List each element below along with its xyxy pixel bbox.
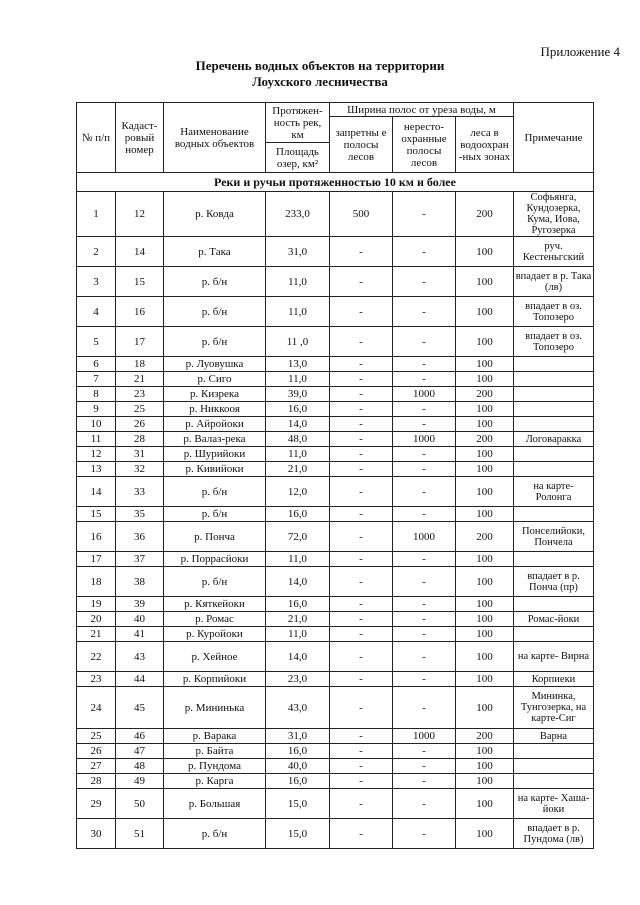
table-body [77, 173, 594, 849]
length: 31,0 [266, 729, 330, 744]
row-note: на карте- Хаша-йоки [514, 789, 594, 819]
width-protected: - [330, 432, 393, 447]
row-number: 25 [77, 729, 116, 744]
width-protected: - [330, 744, 393, 759]
cadastral-number: 43 [116, 642, 164, 672]
cadastral-number: 50 [116, 789, 164, 819]
section-title: Реки и ручьи протяженностью 10 км и более [77, 173, 594, 192]
width-protected: 500 [330, 192, 393, 237]
header-num: № п/п [77, 103, 116, 173]
header-area: Площадь озер, км² [266, 143, 330, 173]
width-spawning: 1000 [393, 729, 456, 744]
table-row [77, 567, 594, 597]
object-name: р. б/н [164, 477, 266, 507]
object-name: р. б/н [164, 819, 266, 849]
width-protected: - [330, 387, 393, 402]
object-name: р. Луовушка [164, 357, 266, 372]
width-protected: - [330, 774, 393, 789]
row-number: 17 [77, 552, 116, 567]
object-name: р. Поррасйоки [164, 552, 266, 567]
header-w3: леса в водоохран -ных зонах [456, 117, 514, 173]
row-number: 24 [77, 687, 116, 729]
width-water-zone: 100 [456, 372, 514, 387]
width-water-zone: 100 [456, 477, 514, 507]
width-spawning: - [393, 507, 456, 522]
width-spawning: - [393, 462, 456, 477]
table-row [77, 357, 594, 372]
table-row [77, 627, 594, 642]
row-note [514, 462, 594, 477]
object-name: р. б/н [164, 297, 266, 327]
row-note: впадает в оз. Топозеро [514, 327, 594, 357]
row-note [514, 759, 594, 774]
row-number: 6 [77, 357, 116, 372]
width-water-zone: 100 [456, 789, 514, 819]
width-protected: - [330, 417, 393, 432]
object-name: р. Ковда [164, 192, 266, 237]
width-water-zone: 100 [456, 672, 514, 687]
cadastral-number: 21 [116, 372, 164, 387]
width-spawning: - [393, 552, 456, 567]
width-spawning: 1000 [393, 522, 456, 552]
length: 14,0 [266, 417, 330, 432]
header-width: Ширина полос от уреза воды, м [330, 103, 514, 117]
length: 21,0 [266, 612, 330, 627]
table-row [77, 372, 594, 387]
width-water-zone: 100 [456, 819, 514, 849]
cadastral-number: 28 [116, 432, 164, 447]
width-water-zone: 100 [456, 417, 514, 432]
cadastral-number: 39 [116, 597, 164, 612]
width-protected: - [330, 327, 393, 357]
length: 16,0 [266, 774, 330, 789]
table-row [77, 744, 594, 759]
length: 11,0 [266, 267, 330, 297]
row-note [514, 744, 594, 759]
object-name: р. Байта [164, 744, 266, 759]
width-spawning: 1000 [393, 432, 456, 447]
object-name: р. Пундома [164, 759, 266, 774]
table-row [77, 759, 594, 774]
table-row [77, 522, 594, 552]
width-protected: - [330, 267, 393, 297]
width-spawning: - [393, 192, 456, 237]
width-water-zone: 100 [456, 627, 514, 642]
object-name: р. Понча [164, 522, 266, 552]
width-spawning: - [393, 357, 456, 372]
width-spawning: - [393, 642, 456, 672]
row-number: 29 [77, 789, 116, 819]
length: 11,0 [266, 372, 330, 387]
row-note: Корпиеки [514, 672, 594, 687]
width-water-zone: 200 [456, 387, 514, 402]
length: 11 ,0 [266, 327, 330, 357]
width-protected: - [330, 597, 393, 612]
row-note: на карте- Вирна [514, 642, 594, 672]
object-name: р. б/н [164, 327, 266, 357]
row-number: 27 [77, 759, 116, 774]
length: 15,0 [266, 789, 330, 819]
cadastral-number: 18 [116, 357, 164, 372]
length: 13,0 [266, 357, 330, 372]
length: 16,0 [266, 744, 330, 759]
object-name: р. б/н [164, 567, 266, 597]
object-name: р. Така [164, 237, 266, 267]
width-spawning: - [393, 372, 456, 387]
section-row [77, 173, 594, 192]
width-water-zone: 100 [456, 237, 514, 267]
cadastral-number: 44 [116, 672, 164, 687]
appendix-label: Приложение 4 [540, 44, 620, 59]
cadastral-number: 37 [116, 552, 164, 567]
length: 16,0 [266, 402, 330, 417]
row-number: 14 [77, 477, 116, 507]
width-protected: - [330, 729, 393, 744]
row-note: Ромас-йоки [514, 612, 594, 627]
length: 15,0 [266, 819, 330, 849]
length: 233,0 [266, 192, 330, 237]
width-spawning: - [393, 819, 456, 849]
object-name: р. Кяткейоки [164, 597, 266, 612]
row-note: на карте- Ролонга [514, 477, 594, 507]
cadastral-number: 38 [116, 567, 164, 597]
width-protected: - [330, 357, 393, 372]
row-note: впадает в р. Пундома (лв) [514, 819, 594, 849]
row-number: 12 [77, 447, 116, 462]
width-spawning: 1000 [393, 387, 456, 402]
width-water-zone: 100 [456, 687, 514, 729]
table-row [77, 687, 594, 729]
length: 16,0 [266, 507, 330, 522]
row-number: 9 [77, 402, 116, 417]
row-note: впадает в оз. Топозеро [514, 297, 594, 327]
width-protected: - [330, 552, 393, 567]
length: 39,0 [266, 387, 330, 402]
table-row [77, 819, 594, 849]
header-note: Примечание [514, 103, 594, 173]
object-name: р. Ромас [164, 612, 266, 627]
width-spawning: - [393, 744, 456, 759]
cadastral-number: 41 [116, 627, 164, 642]
object-name: р. Карга [164, 774, 266, 789]
width-protected: - [330, 567, 393, 597]
header-cadastral: Кадаст-ровый номер [116, 103, 164, 173]
row-number: 26 [77, 744, 116, 759]
width-spawning: - [393, 477, 456, 507]
row-note [514, 387, 594, 402]
table-row [77, 192, 594, 237]
table-row [77, 267, 594, 297]
width-water-zone: 100 [456, 612, 514, 627]
width-protected: - [330, 642, 393, 672]
width-water-zone: 100 [456, 507, 514, 522]
table-row [77, 327, 594, 357]
width-water-zone: 100 [456, 402, 514, 417]
row-number: 19 [77, 597, 116, 612]
row-note: руч. Кестеньгский [514, 237, 594, 267]
row-note: впадает в р. Понча (пр) [514, 567, 594, 597]
width-water-zone: 100 [456, 552, 514, 567]
row-number: 21 [77, 627, 116, 642]
width-water-zone: 100 [456, 774, 514, 789]
title-line-2: Лоухского лесничества [252, 74, 388, 89]
length: 14,0 [266, 567, 330, 597]
width-water-zone: 200 [456, 432, 514, 447]
width-spawning: - [393, 447, 456, 462]
row-note [514, 402, 594, 417]
width-spawning: - [393, 267, 456, 297]
width-protected: - [330, 447, 393, 462]
width-protected: - [330, 687, 393, 729]
table-row [77, 552, 594, 567]
table-row [77, 462, 594, 477]
length: 40,0 [266, 759, 330, 774]
row-note [514, 774, 594, 789]
water-objects-table [76, 102, 594, 849]
width-spawning: - [393, 759, 456, 774]
width-spawning: - [393, 597, 456, 612]
length: 12,0 [266, 477, 330, 507]
row-note [514, 417, 594, 432]
width-spawning: - [393, 672, 456, 687]
object-name: р. Корпийоки [164, 672, 266, 687]
row-number: 28 [77, 774, 116, 789]
width-protected: - [330, 759, 393, 774]
width-protected: - [330, 237, 393, 267]
cadastral-number: 36 [116, 522, 164, 552]
cadastral-number: 31 [116, 447, 164, 462]
header-name: Наименование водных объектов [164, 103, 266, 173]
header-w2: нересто-охранные полосы лесов [393, 117, 456, 173]
width-water-zone: 100 [456, 597, 514, 612]
width-water-zone: 100 [456, 744, 514, 759]
row-note: Логоваракка [514, 432, 594, 447]
cadastral-number: 12 [116, 192, 164, 237]
width-water-zone: 200 [456, 522, 514, 552]
width-spawning: - [393, 774, 456, 789]
object-name: р. Валаз-река [164, 432, 266, 447]
object-name: р. Кивийоки [164, 462, 266, 477]
width-protected: - [330, 507, 393, 522]
table-row [77, 672, 594, 687]
length: 11,0 [266, 627, 330, 642]
length: 43,0 [266, 687, 330, 729]
length: 72,0 [266, 522, 330, 552]
object-name: р. Кизрека [164, 387, 266, 402]
cadastral-number: 16 [116, 297, 164, 327]
length: 21,0 [266, 462, 330, 477]
cadastral-number: 33 [116, 477, 164, 507]
table-row [77, 597, 594, 612]
width-water-zone: 100 [456, 267, 514, 297]
cadastral-number: 35 [116, 507, 164, 522]
cadastral-number: 15 [116, 267, 164, 297]
row-note: Варна [514, 729, 594, 744]
length: 11,0 [266, 447, 330, 462]
row-number: 30 [77, 819, 116, 849]
row-note [514, 447, 594, 462]
object-name: р. Хейное [164, 642, 266, 672]
table-row [77, 729, 594, 744]
table-row [77, 774, 594, 789]
cadastral-number: 46 [116, 729, 164, 744]
row-number: 11 [77, 432, 116, 447]
width-spawning: - [393, 567, 456, 597]
width-protected: - [330, 462, 393, 477]
width-water-zone: 100 [456, 297, 514, 327]
object-name: р. Айройоки [164, 417, 266, 432]
row-number: 2 [77, 237, 116, 267]
cadastral-number: 45 [116, 687, 164, 729]
row-note [514, 357, 594, 372]
table-row [77, 387, 594, 402]
width-water-zone: 100 [456, 567, 514, 597]
width-water-zone: 100 [456, 327, 514, 357]
cadastral-number: 25 [116, 402, 164, 417]
row-note: впадает в р. Така (лв) [514, 267, 594, 297]
object-name: р. Куройоки [164, 627, 266, 642]
width-spawning: - [393, 297, 456, 327]
table-row [77, 642, 594, 672]
cadastral-number: 23 [116, 387, 164, 402]
width-water-zone: 100 [456, 642, 514, 672]
cadastral-number: 40 [116, 612, 164, 627]
row-number: 18 [77, 567, 116, 597]
table-row [77, 507, 594, 522]
row-note: Мининка, Тунгозерка, на карте-Сиг [514, 687, 594, 729]
row-note: Софьянга, Кундозерка, Кума, Иова, Ругозерка [514, 192, 594, 237]
object-name: р. б/н [164, 267, 266, 297]
length: 11,0 [266, 297, 330, 327]
table-row [77, 237, 594, 267]
row-number: 1 [77, 192, 116, 237]
cadastral-number: 47 [116, 744, 164, 759]
width-water-zone: 200 [456, 192, 514, 237]
width-protected: - [330, 372, 393, 387]
table-row [77, 432, 594, 447]
object-name: р. Большая [164, 789, 266, 819]
length: 16,0 [266, 597, 330, 612]
object-name: р. Никкооя [164, 402, 266, 417]
table-row [77, 612, 594, 627]
width-protected: - [330, 522, 393, 552]
row-number: 3 [77, 267, 116, 297]
row-note [514, 552, 594, 567]
row-note: Понселийоки, Пончела [514, 522, 594, 552]
width-water-zone: 200 [456, 729, 514, 744]
cadastral-number: 49 [116, 774, 164, 789]
header-w1: запретны е полосы лесов [330, 117, 393, 173]
cadastral-number: 17 [116, 327, 164, 357]
width-protected: - [330, 672, 393, 687]
width-spawning: - [393, 687, 456, 729]
width-protected: - [330, 477, 393, 507]
width-protected: - [330, 297, 393, 327]
row-note [514, 597, 594, 612]
table-row [77, 477, 594, 507]
width-spawning: - [393, 237, 456, 267]
width-spawning: - [393, 789, 456, 819]
title-line-1: Перечень водных объектов на территории [195, 58, 445, 73]
row-number: 15 [77, 507, 116, 522]
width-water-zone: 100 [456, 462, 514, 477]
width-protected: - [330, 612, 393, 627]
row-number: 8 [77, 387, 116, 402]
object-name: р. Шурийоки [164, 447, 266, 462]
row-number: 7 [77, 372, 116, 387]
width-spawning: - [393, 417, 456, 432]
page-title [0, 58, 640, 90]
cadastral-number: 48 [116, 759, 164, 774]
table-row [77, 417, 594, 432]
width-spawning: - [393, 402, 456, 417]
row-note [514, 372, 594, 387]
object-name: р. б/н [164, 507, 266, 522]
object-name: р. Мининька [164, 687, 266, 729]
length: 11,0 [266, 552, 330, 567]
row-number: 20 [77, 612, 116, 627]
width-protected: - [330, 627, 393, 642]
table-row [77, 447, 594, 462]
object-name: р. Сиго [164, 372, 266, 387]
width-protected: - [330, 819, 393, 849]
table-row [77, 402, 594, 417]
row-number: 10 [77, 417, 116, 432]
width-spawning: - [393, 627, 456, 642]
row-number: 22 [77, 642, 116, 672]
width-water-zone: 100 [456, 447, 514, 462]
width-spawning: - [393, 327, 456, 357]
row-note [514, 507, 594, 522]
cadastral-number: 51 [116, 819, 164, 849]
width-protected: - [330, 402, 393, 417]
row-note [514, 627, 594, 642]
width-water-zone: 100 [456, 357, 514, 372]
row-number: 16 [77, 522, 116, 552]
table-row [77, 789, 594, 819]
table-row [77, 297, 594, 327]
width-protected: - [330, 789, 393, 819]
cadastral-number: 32 [116, 462, 164, 477]
length: 31,0 [266, 237, 330, 267]
width-spawning: - [393, 612, 456, 627]
row-number: 23 [77, 672, 116, 687]
length: 14,0 [266, 642, 330, 672]
row-number: 4 [77, 297, 116, 327]
row-number: 5 [77, 327, 116, 357]
row-number: 13 [77, 462, 116, 477]
object-name: р. Варака [164, 729, 266, 744]
length: 48,0 [266, 432, 330, 447]
length: 23,0 [266, 672, 330, 687]
cadastral-number: 14 [116, 237, 164, 267]
width-water-zone: 100 [456, 759, 514, 774]
header-length: Протяжен-ность рек, км [266, 103, 330, 143]
cadastral-number: 26 [116, 417, 164, 432]
